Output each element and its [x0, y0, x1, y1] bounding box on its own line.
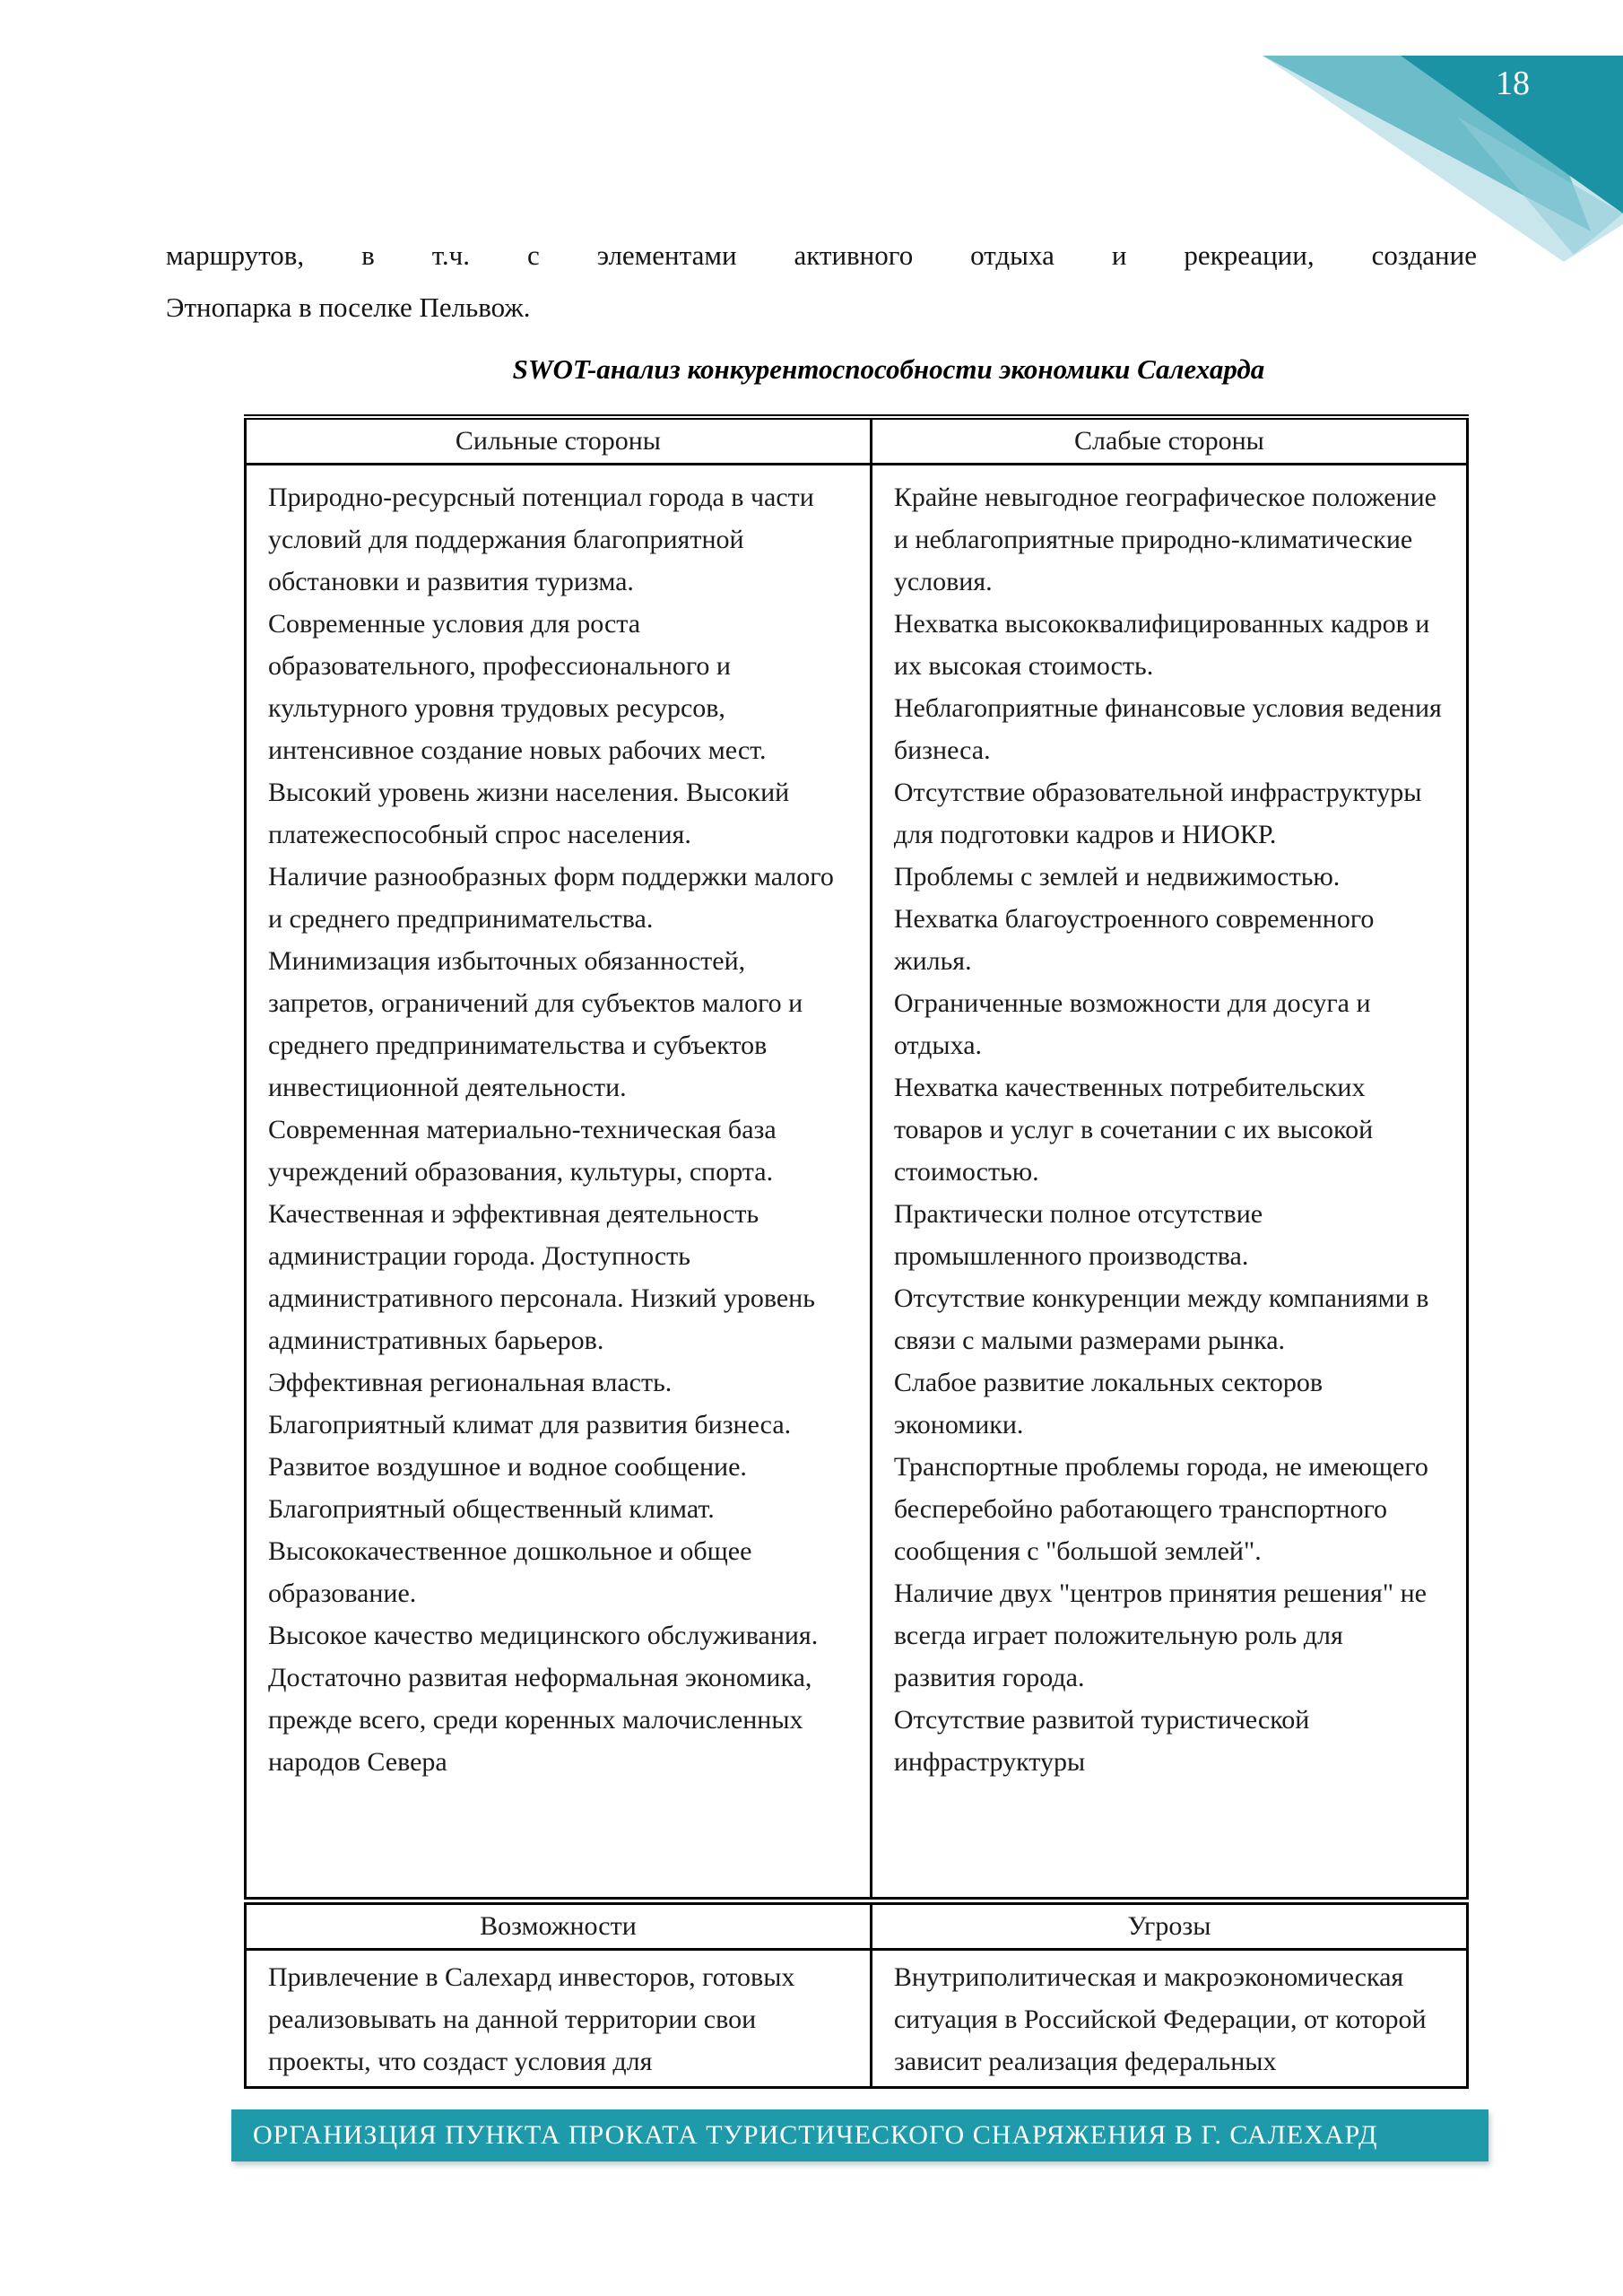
strengths-header: Сильные стороны [246, 417, 872, 465]
cell-paragraph: Неблагоприятные финансовые условия ведения бизнеса. [893, 693, 1442, 765]
opportunities-header: Возможности [246, 1901, 872, 1950]
threats-cell [871, 1950, 1467, 2088]
cell-paragraph: Достаточно развитая неформальная экономика, прежде всего, среди коренных малочисленных народов Севера [268, 1663, 812, 1777]
cell-paragraph: Отсутствие образовательной инфраструктуры для подготовки кадров и НИОКР. [893, 778, 1422, 849]
cell-paragraph: Привлечение в Салехард инвесторов, готовых реализовывать на данной территории свои проекты, что создаст условия для [268, 1962, 795, 2076]
cell-paragraph: Благоприятный общественный климат. [268, 1494, 715, 1524]
footer-banner [231, 2109, 1488, 2161]
cell-paragraph: Проблемы с землей и недвижимостью. [893, 862, 1341, 891]
cell-paragraph: Современная материально-техническая база учреждений образования, культуры, спорта. [268, 1115, 777, 1187]
weaknesses-cell [871, 465, 1467, 1901]
cell-paragraph: Слабое развитие локальных секторов экономики. [893, 1368, 1324, 1439]
cell-paragraph: Нехватка высококвалифицированных кадров и их высокая стоимость. [893, 609, 1430, 681]
cell-paragraph: Качественная и эффективная деятельность администрации города. Доступность административного персонала. Низкий уровень административных барьеров. [268, 1199, 815, 1355]
cell-paragraph: Современные условия для роста образовательного, профессионального и культурного уровня трудовых ресурсов, интенсивное создание новых рабочих мест. [268, 609, 767, 765]
cell-paragraph: Ограниченные возможности для досуга и отдыха. [893, 988, 1371, 1060]
corner-decoration [1228, 0, 1623, 269]
weaknesses-header: Слабые стороны [871, 417, 1467, 465]
footer-banner-text: ОРГАНИЗЦИЯ ПУНКТА ПРОКАТА ТУРИСТИЧЕСКОГО СНАРЯЖЕНИЯ В Г. САЛЕХАРД [253, 2120, 1378, 2150]
cell-paragraph: Природно-ресурсный потенциал города в части условий для поддержания благоприятной обстановки и развития туризма. [268, 483, 814, 596]
table-header-row [246, 417, 1468, 465]
cell-paragraph: Эффективная региональная власть. [268, 1368, 673, 1397]
cell-paragraph: Высококачественное дошкольное и общее образование. [268, 1536, 752, 1608]
table-row [246, 1950, 1468, 2088]
strengths-cell [246, 465, 872, 1901]
swot-table [244, 414, 1469, 2089]
cell-paragraph: Нехватка качественных потребительских товаров и услуг в сочетании с их высокой стоимостью. [893, 1073, 1374, 1187]
table-row [246, 465, 1468, 1901]
threats-header: Угрозы [871, 1901, 1467, 1950]
opportunities-cell [246, 1950, 872, 2088]
cell-paragraph: Транспортные проблемы города, не имеющего бесперебойно работающего транспортного сообщения с "большой землей". [893, 1452, 1428, 1566]
cell-paragraph: Отсутствие развитой туристической инфраструктуры [893, 1705, 1310, 1777]
cell-paragraph: Отсутствие конкуренции между компаниями в связи с малыми размерами рынка. [893, 1283, 1429, 1355]
cell-paragraph: Благоприятный климат для развития бизнеса. [268, 1410, 792, 1439]
cell-paragraph: Минимизация избыточных обязанностей, запретов, ограничений для субъектов малого и среднего предпринимательства и субъектов инвестиционной деятельности. [268, 946, 803, 1102]
intro-line: Этнопарка в поселке Пельвож. [166, 291, 531, 323]
page-number: 18 [1496, 65, 1530, 102]
table-header-row [246, 1901, 1468, 1950]
cell-paragraph: Практически полное отсутствие промышленного производства. [893, 1199, 1263, 1271]
cell-paragraph: Нехватка благоустроенного современного жилья. [893, 904, 1375, 976]
cell-paragraph: Внутриполитическая и макроэкономическая ситуация в Российской Федерации, от которой зависит реализация федеральных [893, 1962, 1427, 2076]
cell-paragraph: Высокий уровень жизни населения. Высокий платежеспособный спрос населения. [268, 778, 790, 849]
cell-paragraph: Наличие разнообразных форм поддержки малого и среднего предпринимательства. [268, 862, 834, 934]
intro-paragraph [166, 230, 1477, 334]
cell-paragraph: Крайне невыгодное географическое положение и неблагоприятные природно-климатические условия. [893, 483, 1436, 596]
cell-paragraph: Развитое воздушное и водное сообщение. [268, 1452, 747, 1482]
table-title: SWOT-анализ конкурентоспособности экономики Салехарда [512, 353, 1265, 385]
cell-paragraph: Высокое качество медицинского обслуживания. [268, 1621, 819, 1650]
intro-line: маршрутов, в т.ч. с элементами активного отдыха и рекреации, создание [166, 239, 1477, 271]
cell-paragraph: Наличие двух "центров принятия решения" не всегда играет положительную роль для развития города. [893, 1578, 1427, 1692]
